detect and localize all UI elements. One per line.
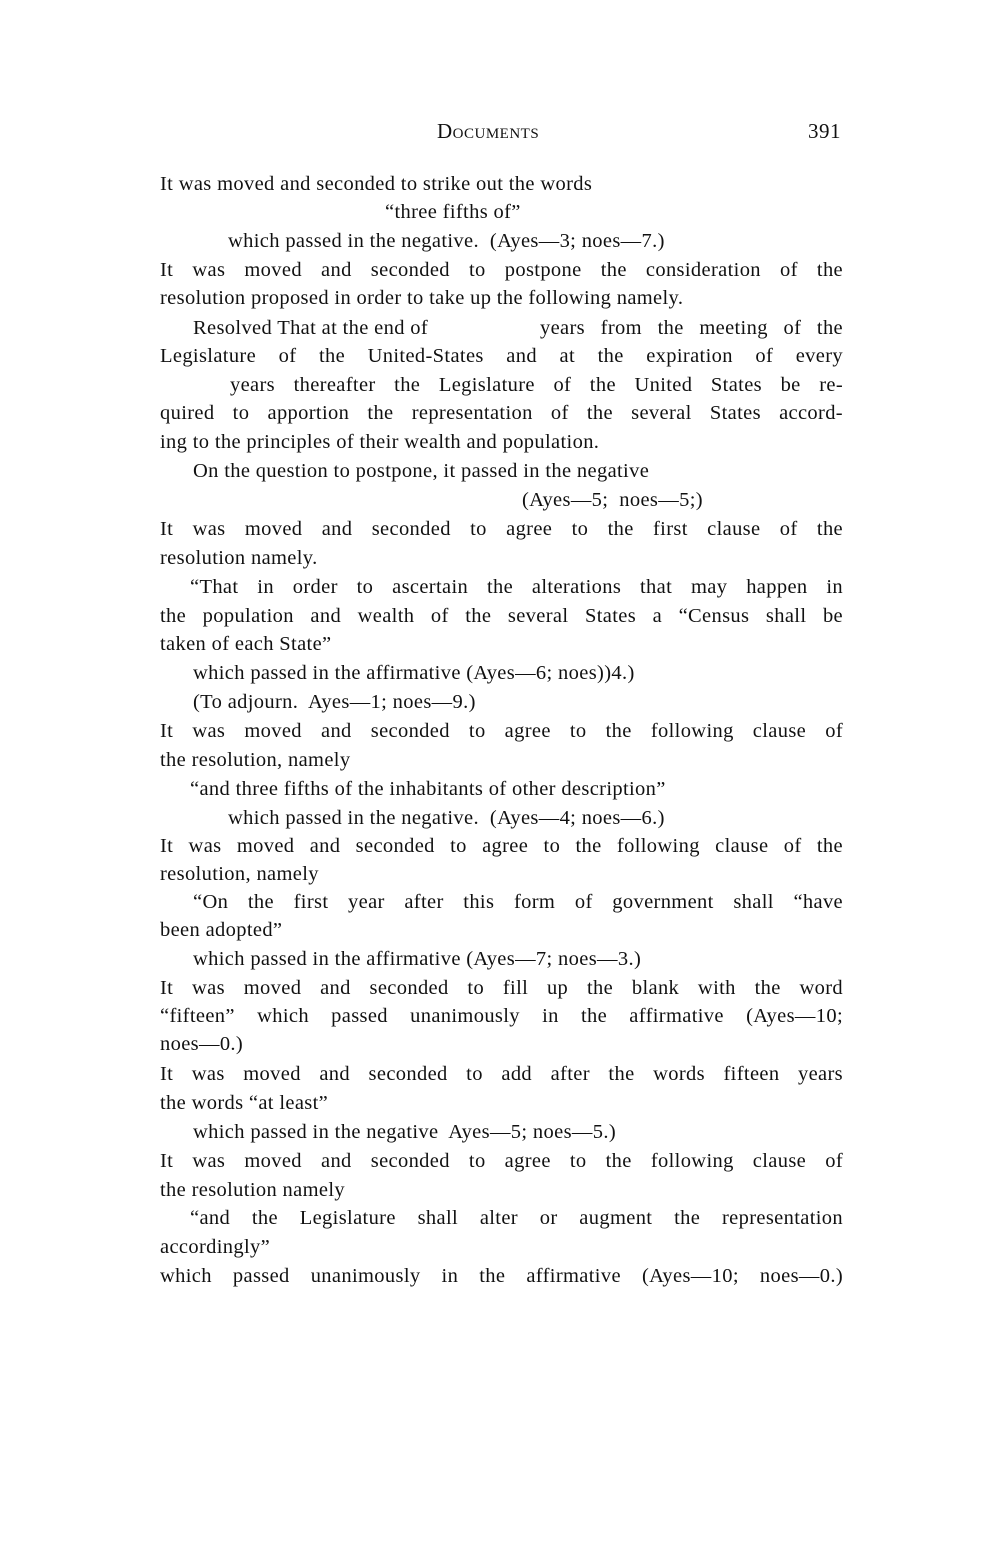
text-line: resolution, namely [160,863,319,885]
text-line: On the question to postpone, it passed in the negative [193,460,650,482]
text-line: It was moved and seconded to add after the words fifteen years [160,1063,843,1085]
text-line: the resolution namely [160,1179,345,1201]
text-line: (To adjourn. Ayes—1; noes—9.) [193,691,476,713]
text-line: It was moved and seconded to fill up the blank with the word [160,977,843,999]
text-line: which passed in the negative. (Ayes—4; noes—6.) [228,807,665,829]
text-line: resolution proposed in order to take up the following namely. [160,287,684,309]
text-line: “On the first year after this form of government shall “have [193,891,843,913]
text-line: accordingly” [160,1236,271,1258]
text-line: quired to apportion the representation of the several States accord- [160,402,843,424]
text-line: the resolution, namely [160,749,351,771]
text-line: It was moved and seconded to agree to the following clause of [160,1150,843,1172]
page-number: 391 [808,119,841,143]
text-line: which passed unanimously in the affirmative (Ayes—10; noes—0.) [160,1265,843,1287]
text-line: “three fifths of” [385,201,521,223]
running-title: Documents [437,119,540,143]
text-line: It was moved and seconded to agree to the first clause of the [160,518,843,540]
text-line: It was moved and seconded to postpone the consideration of the [160,259,843,281]
text-line: It was moved and seconded to strike out the words [160,173,593,195]
text-line: “That in order to ascertain the alterations that may happen in [190,576,843,598]
text-line: the words “at least” [160,1092,329,1114]
text-line: “and the Legislature shall alter or augment the representation [190,1207,843,1229]
text-line: “and three fifths of the inhabitants of other description” [190,778,666,800]
text-line: years thereafter the Legislature of the United States be re- [230,374,843,396]
text-line: which passed in the affirmative (Ayes—7; noes—3.) [193,948,642,970]
text-line: (Ayes—5; noes—5;) [522,489,703,511]
text-line: noes—0.) [160,1033,244,1055]
text-line: ing to the principles of their wealth and population. [160,431,600,453]
text-line: Resolved That at the end of [193,317,429,339]
text-line: taken of each State” [160,633,332,655]
text-line: It was moved and seconded to agree to the following clause of the [160,835,843,857]
text-line: It was moved and seconded to agree to the following clause of [160,720,843,742]
text-line: which passed in the affirmative (Ayes—6; noes))4.) [193,662,635,684]
text-line: years from the meeting of the [540,317,843,339]
text-line: “fifteen” which passed unanimously in the affirmative (Ayes—10; [160,1005,843,1027]
text-line: the population and wealth of the several States a “Census shall be [160,605,843,627]
text-line: been adopted” [160,919,283,941]
text-line: which passed in the negative Ayes—5; noes—5.) [193,1121,616,1143]
text-line: resolution namely. [160,547,318,569]
text-line: which passed in the negative. (Ayes—3; noes—7.) [228,230,665,252]
text-line: Legislature of the United-States and at the expiration of every [160,345,843,367]
